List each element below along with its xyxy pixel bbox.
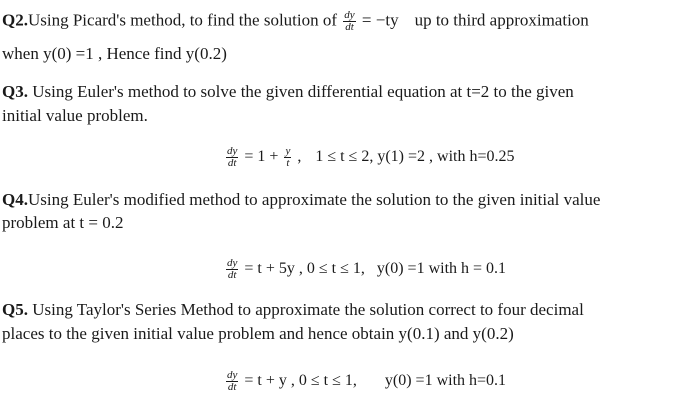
q3-y-over-t [284, 146, 291, 169]
q3-line-1 [2, 82, 574, 102]
q2-line-2: when y(0) =1 , Hence find y(0.2) [2, 44, 227, 63]
q4-frac-num: dy [227, 257, 238, 269]
q3-eq-range: 1 ≤ t ≤ 2, y(1) =2 , with h=0.25 [315, 148, 515, 166]
q3-equation [224, 146, 514, 169]
q2-label: Q2. [2, 10, 28, 30]
q3-derivative [226, 146, 238, 169]
q5-line-2: places to the given initial value problem and hence obtain y(0.1) and y(0.2) [2, 324, 514, 343]
q4-eq-rhs: = t + 5y , 0 ≤ t ≤ 1, [244, 260, 365, 278]
q3-eq-mid: = 1 + [244, 148, 279, 166]
q5-text-1: Using Taylor's Series Method to approximate the solution correct to four decimal [27, 300, 584, 319]
q3-frac-num: dy [227, 145, 238, 157]
q5-line-1 [2, 300, 584, 320]
q5-eq-rhs: = t + y , 0 ≤ t ≤ 1, [244, 372, 357, 390]
q3-frac2-den: t [286, 157, 290, 169]
q3-text-1: Using Euler's method to solve the given differential equation at t=2 to the given [27, 82, 574, 101]
q2-frac-den: dt [345, 21, 354, 33]
q2-text: Using Picard's method, to find the solution of [27, 10, 338, 30]
q2-line-1 [2, 10, 589, 33]
q3-eq-comma: , [297, 148, 302, 166]
q5-equation [224, 370, 506, 393]
q4-eq-ic: y(0) =1 with h = 0.1 [376, 260, 507, 278]
q2-frac-num: dy [344, 9, 355, 21]
q4-line-1 [2, 190, 600, 210]
q4-line-2: problem at t = 0.2 [2, 213, 124, 232]
q5-eq-ic: y(0) =1 with h=0.1 [384, 372, 507, 390]
q4-frac-den: dt [227, 269, 237, 281]
q2-tail: up to third approximation [414, 10, 589, 30]
q5-derivative [226, 370, 238, 393]
q3-frac2-num: y [285, 145, 291, 157]
q2-rhs: = −ty [361, 10, 399, 30]
q5-label: Q5. [2, 300, 28, 319]
q4-derivative [226, 258, 238, 281]
q2-derivative [343, 10, 355, 33]
q4-label: Q4. [2, 190, 28, 209]
q3-label: Q3. [2, 82, 28, 101]
q4-text-1: Using Euler's modified method to approximate the solution to the given initial value [27, 190, 601, 209]
q4-equation [224, 258, 506, 281]
q3-frac-den: dt [227, 157, 237, 169]
q5-frac-den: dt [227, 381, 237, 393]
q3-line-2: initial value problem. [2, 106, 148, 125]
q5-frac-num: dy [227, 369, 238, 381]
